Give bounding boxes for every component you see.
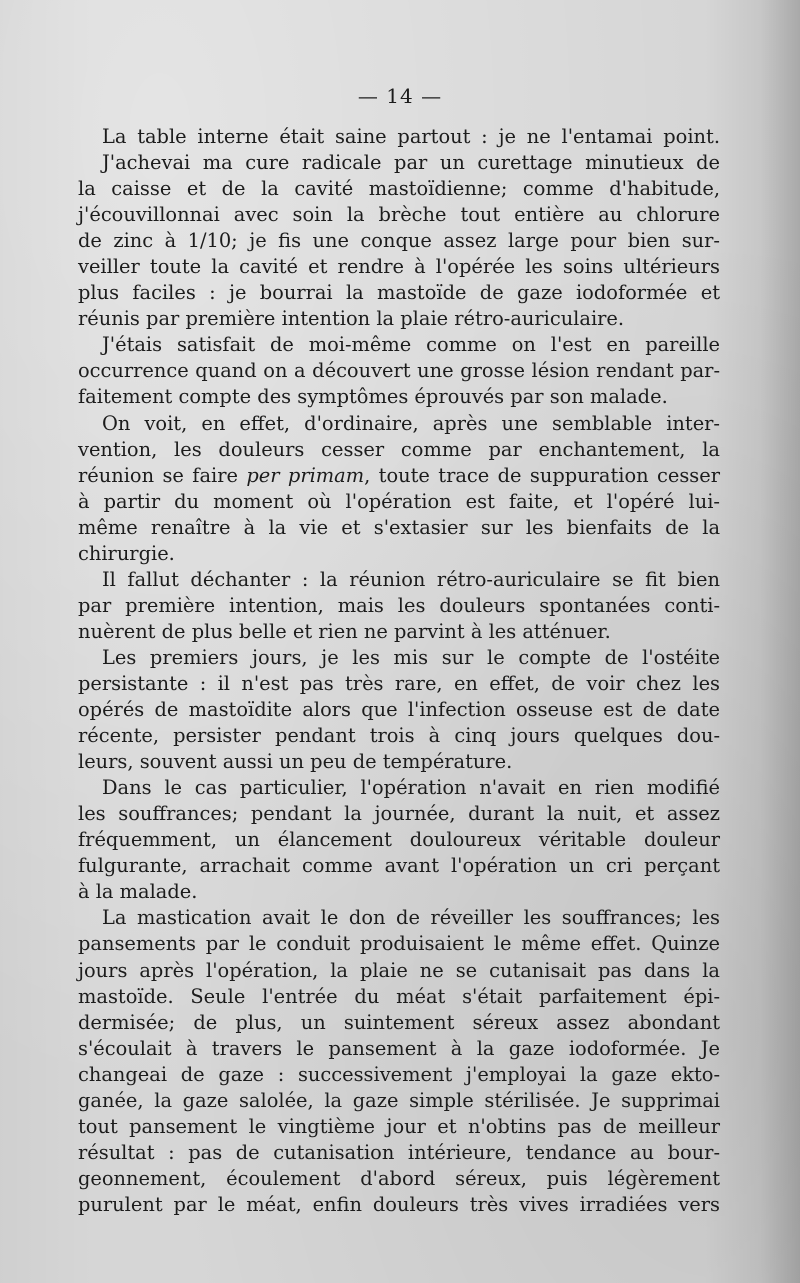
text-line: tout pansement le vingtième jour et n'obtins pas de meilleur xyxy=(78,1114,720,1138)
text-line: fulgurante, arrachait comme avant l'opération un cri perçant xyxy=(78,854,720,878)
text-line: jours après l'opération, la plaie ne se cutanisait pas dans la xyxy=(78,958,720,982)
text-line: la caisse et de la cavité mastoïdienne; comme d'habitude, xyxy=(78,177,720,201)
text-line: réunion se faire per primam, toute trace de suppuration cesser xyxy=(78,463,720,487)
text-line: opérés de mastoïdite alors que l'infection osseuse est de date xyxy=(78,698,720,722)
text-line: résultat : pas de cutanisation intérieure, tendance au bour- xyxy=(78,1140,720,1164)
text-line: plus faciles : je bourrai la mastoïde de gaze iodoformée et xyxy=(78,281,720,305)
text-line: veiller toute la cavité et rendre à l'opérée les soins ultérieurs xyxy=(78,255,720,279)
text-line: les souffrances; pendant la journée, durant la nuit, et assez xyxy=(78,802,720,826)
text-line: faitement compte des symptômes éprouvés par son malade. xyxy=(78,385,668,409)
text-line: La mastication avait le don de réveiller les souffrances; les xyxy=(102,906,720,930)
text-line: par première intention, mais les douleurs spontanées conti- xyxy=(78,593,720,617)
text-line: s'écoulait à travers le pansement à la gaze iodoformée. Je xyxy=(78,1036,720,1060)
text-line: J'étais satisfait de moi-même comme on l'est en pareille xyxy=(102,333,720,357)
text-line: à partir du moment où l'opération est faite, et l'opéré lui- xyxy=(78,489,720,513)
text-line: j'écouvillonnai avec soin la brèche tout entière au chlorure xyxy=(78,203,720,227)
body-text xyxy=(78,124,720,1218)
text-line: fréquemment, un élancement douloureux véritable douleur xyxy=(78,828,720,852)
text-line: chirurgie. xyxy=(78,541,175,565)
text-line: On voit, en effet, d'ordinaire, après une semblable inter- xyxy=(102,411,720,435)
text-line: ganée, la gaze salolée, la gaze simple stérilisée. Je supprimai xyxy=(78,1088,720,1112)
text-line: à la malade. xyxy=(78,880,198,904)
text-line: leurs, souvent aussi un peu de température. xyxy=(78,750,513,774)
text-line: même renaître à la vie et s'extasier sur les bienfaits de la xyxy=(78,515,720,539)
text-line: occurrence quand on a découvert une grosse lésion rendant par- xyxy=(78,359,720,383)
text-line: réunis par première intention la plaie rétro-auriculaire. xyxy=(78,307,625,331)
text-line: pansements par le conduit produisaient le même effet. Quinze xyxy=(78,932,720,956)
text-line: persistante : il n'est pas très rare, en effet, de voir chez les xyxy=(78,671,720,695)
page-edge-shadow xyxy=(760,0,800,1283)
text-line: purulent par le méat, enfin douleurs très vives irradiées vers xyxy=(78,1192,720,1216)
text-line: Il fallut déchanter : la réunion rétro-auriculaire se fit bien xyxy=(102,567,720,591)
text-line: Dans le cas particulier, l'opération n'avait en rien modifié xyxy=(102,776,720,800)
text-line: Les premiers jours, je les mis sur le compte de l'ostéite xyxy=(102,645,720,669)
text-line: vention, les douleurs cesser comme par enchantement, la xyxy=(78,437,720,461)
text-line: changeai de gaze : successivement j'employai la gaze ekto- xyxy=(78,1062,720,1086)
text-line: nuèrent de plus belle et rien ne parvint à les atténuer. xyxy=(78,619,611,643)
text-line: de zinc à 1/10; je fis une conque assez large pour bien sur- xyxy=(78,229,720,253)
text-line: mastoïde. Seule l'entrée du méat s'était parfaitement épi- xyxy=(78,984,720,1008)
text-line: dermisée; de plus, un suintement séreux assez abondant xyxy=(78,1010,720,1034)
text-line: J'achevai ma cure radicale par un curettage minutieux de xyxy=(102,151,720,175)
text-line: La table interne était saine partout : je ne l'entamai point. xyxy=(102,125,720,148)
text-line: geonnement, écoulement d'abord séreux, puis légèrement xyxy=(78,1166,720,1190)
italic-phrase: per primam xyxy=(246,463,365,487)
text-line: récente, persister pendant trois à cinq jours quelques dou- xyxy=(78,724,720,748)
page-number: — 14 — xyxy=(357,84,443,108)
